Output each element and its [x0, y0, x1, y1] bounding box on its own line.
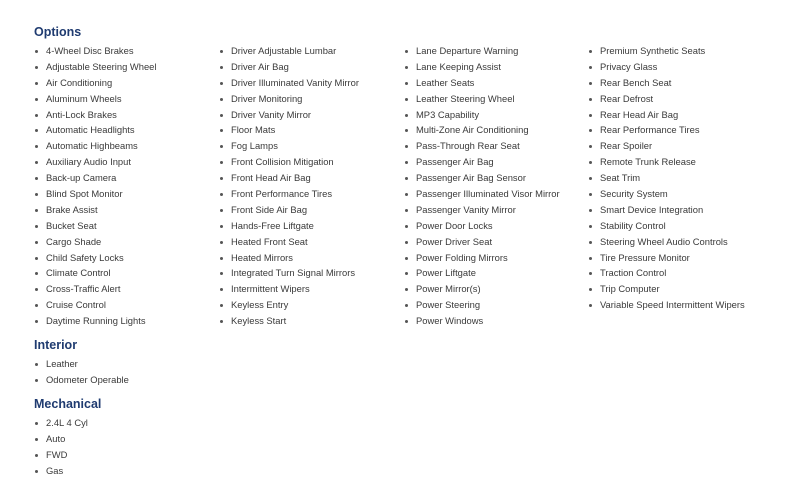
feature-list-item: Front Head Air Bag — [219, 170, 404, 186]
feature-list-item: Lane Departure Warning — [404, 43, 588, 59]
feature-list-item: Child Safety Locks — [34, 250, 219, 266]
feature-list-item: Auto — [34, 431, 88, 447]
feature-list-item: Security System — [588, 186, 768, 202]
feature-list-item: Pass-Through Rear Seat — [404, 138, 588, 154]
feature-list-item: Multi-Zone Air Conditioning — [404, 122, 588, 138]
feature-list-item: Cargo Shade — [34, 234, 219, 250]
feature-list-item: Keyless Entry — [219, 297, 404, 313]
feature-list-item: Heated Front Seat — [219, 234, 404, 250]
feature-list-item: Leather Steering Wheel — [404, 91, 588, 107]
feature-list-item: Daytime Running Lights — [34, 313, 219, 329]
options-column-4 — [588, 43, 768, 329]
feature-list-item: Passenger Vanity Mirror — [404, 202, 588, 218]
feature-list-item: Auxiliary Audio Input — [34, 154, 219, 170]
feature-list-item: Back-up Camera — [34, 170, 219, 186]
feature-list-item: Front Collision Mitigation — [219, 154, 404, 170]
options-columns — [34, 43, 768, 329]
feature-list-item: Power Windows — [404, 313, 588, 329]
feature-list-item: Bucket Seat — [34, 218, 219, 234]
mechanical-heading: Mechanical — [34, 397, 102, 411]
feature-list-item: Power Door Locks — [404, 218, 588, 234]
options-column-2 — [219, 43, 404, 329]
feature-list-item: Passenger Air Bag Sensor — [404, 170, 588, 186]
feature-list-item: Lane Keeping Assist — [404, 59, 588, 75]
feature-list-item: Fog Lamps — [219, 138, 404, 154]
feature-list-item: Integrated Turn Signal Mirrors — [219, 265, 404, 281]
interior-list — [34, 356, 129, 388]
feature-list-item: Leather — [34, 356, 129, 372]
feature-list-item: 2.4L 4 Cyl — [34, 415, 88, 431]
feature-list-item: MP3 Capability — [404, 107, 588, 123]
feature-list-item: Driver Vanity Mirror — [219, 107, 404, 123]
feature-list-item: Blind Spot Monitor — [34, 186, 219, 202]
feature-list-item: Passenger Air Bag — [404, 154, 588, 170]
feature-list-item: Remote Trunk Release — [588, 154, 768, 170]
feature-list-item: Front Performance Tires — [219, 186, 404, 202]
feature-list-item: Power Liftgate — [404, 265, 588, 281]
interior-heading: Interior — [34, 338, 78, 352]
feature-list-item: Air Conditioning — [34, 75, 219, 91]
feature-list-item: Power Driver Seat — [404, 234, 588, 250]
feature-list-item: Aluminum Wheels — [34, 91, 219, 107]
options-heading: Options — [34, 25, 82, 39]
feature-list-item: Climate Control — [34, 265, 219, 281]
feature-list-item: Driver Monitoring — [219, 91, 404, 107]
feature-list-item: Automatic Highbeams — [34, 138, 219, 154]
feature-list-item: Trip Computer — [588, 281, 768, 297]
feature-list-item: 4-Wheel Disc Brakes — [34, 43, 219, 59]
feature-list-item: Power Mirror(s) — [404, 281, 588, 297]
feature-list-item: Adjustable Steering Wheel — [34, 59, 219, 75]
feature-list-item: Gas — [34, 463, 88, 479]
feature-list-item: Hands-Free Liftgate — [219, 218, 404, 234]
feature-list-item: Passenger Illuminated Visor Mirror — [404, 186, 588, 202]
feature-list-item: Brake Assist — [34, 202, 219, 218]
mechanical-list — [34, 415, 88, 479]
feature-list-item: Rear Spoiler — [588, 138, 768, 154]
feature-list-item: Power Folding Mirrors — [404, 250, 588, 266]
feature-list-item: Traction Control — [588, 265, 768, 281]
feature-list-item: Steering Wheel Audio Controls — [588, 234, 768, 250]
feature-list-item: Tire Pressure Monitor — [588, 250, 768, 266]
options-column-1 — [34, 43, 219, 329]
feature-list-item: Rear Defrost — [588, 91, 768, 107]
feature-list-item: Smart Device Integration — [588, 202, 768, 218]
feature-list-item: Keyless Start — [219, 313, 404, 329]
feature-list-item: Stability Control — [588, 218, 768, 234]
feature-list-item: Front Side Air Bag — [219, 202, 404, 218]
feature-list-item: Rear Head Air Bag — [588, 107, 768, 123]
mechanical-section — [34, 397, 101, 479]
feature-list-item: Cross-Traffic Alert — [34, 281, 219, 297]
feature-list-item: Driver Illuminated Vanity Mirror — [219, 75, 404, 91]
feature-list-item: Seat Trim — [588, 170, 768, 186]
feature-list-item: Premium Synthetic Seats — [588, 43, 768, 59]
options-section — [34, 25, 768, 329]
feature-list-item: Driver Adjustable Lumbar — [219, 43, 404, 59]
feature-list-item: Heated Mirrors — [219, 250, 404, 266]
feature-list-item: Rear Bench Seat — [588, 75, 768, 91]
feature-list-item: FWD — [34, 447, 88, 463]
feature-list-item: Anti-Lock Brakes — [34, 107, 219, 123]
feature-list-item: Driver Air Bag — [219, 59, 404, 75]
feature-list-item: Odometer Operable — [34, 372, 129, 388]
feature-list-item: Variable Speed Intermittent Wipers — [588, 297, 768, 313]
feature-list-item: Cruise Control — [34, 297, 219, 313]
interior-section — [34, 338, 129, 388]
feature-list-item: Intermittent Wipers — [219, 281, 404, 297]
feature-list-item: Power Steering — [404, 297, 588, 313]
options-column-3 — [404, 43, 588, 329]
feature-list-item: Floor Mats — [219, 122, 404, 138]
feature-list-item: Rear Performance Tires — [588, 122, 768, 138]
feature-list-item: Automatic Headlights — [34, 122, 219, 138]
feature-list-item: Privacy Glass — [588, 59, 768, 75]
feature-list-item: Leather Seats — [404, 75, 588, 91]
